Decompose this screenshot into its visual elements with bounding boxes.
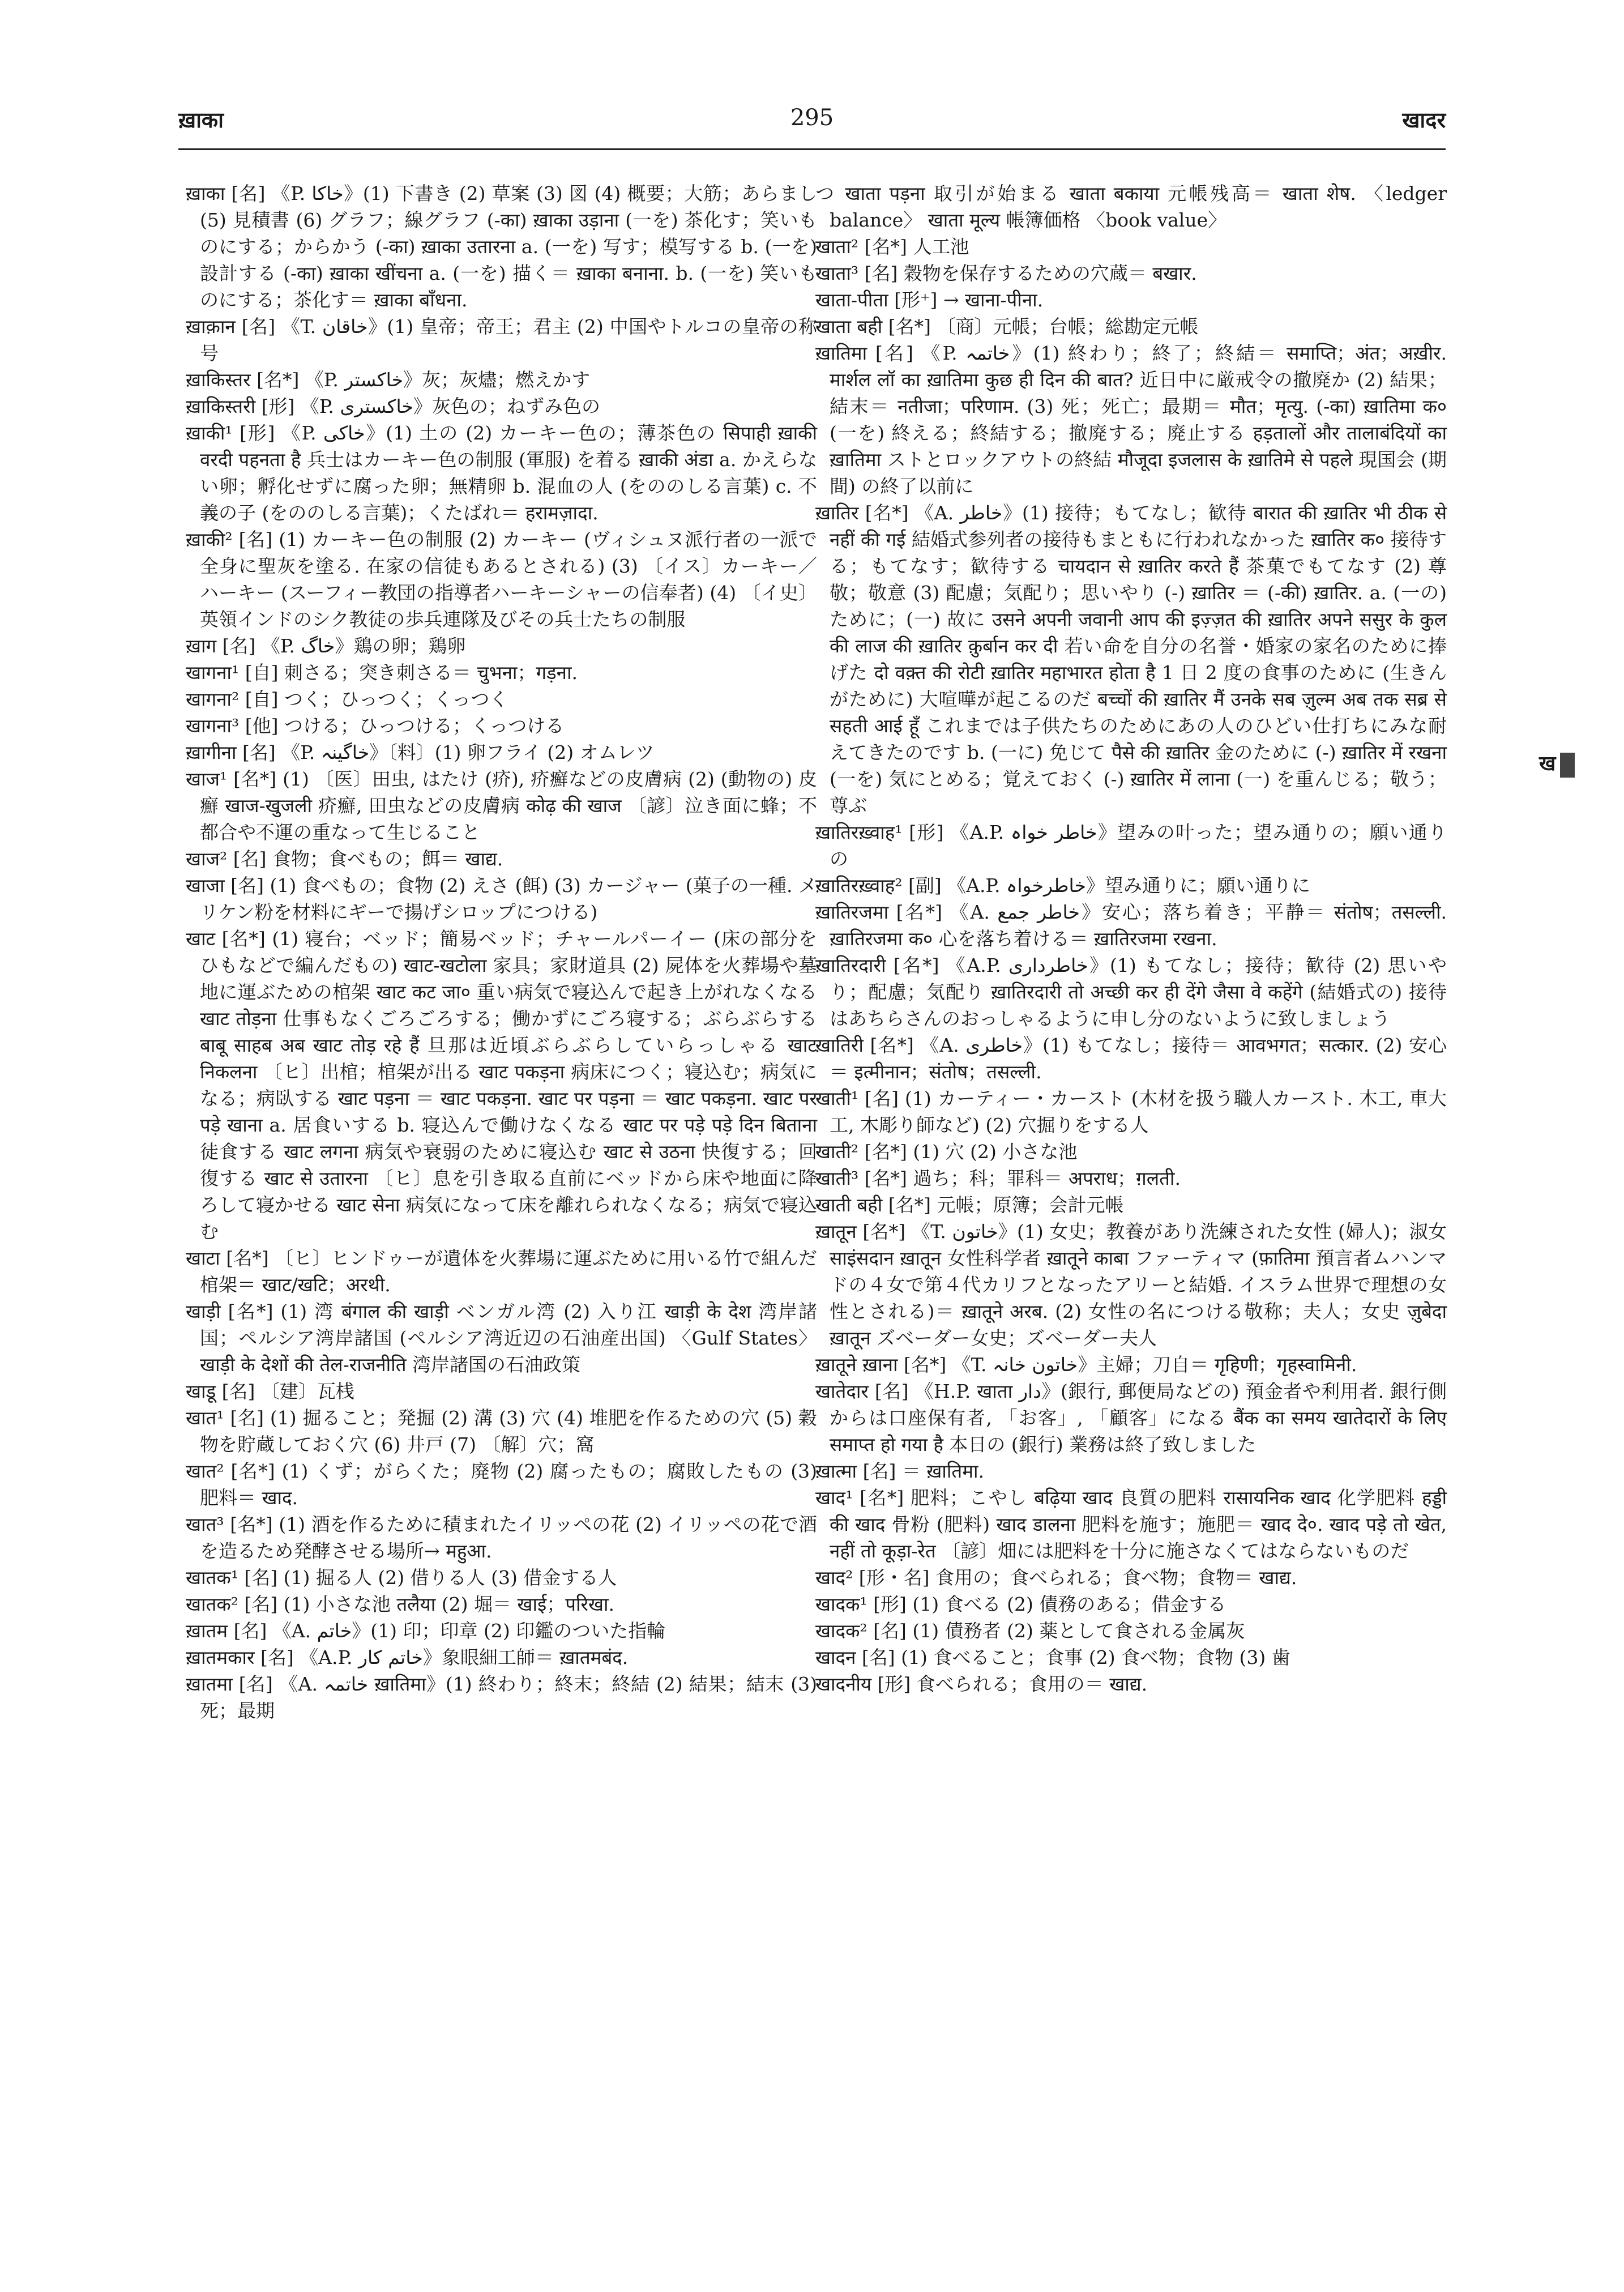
- dictionary-entry: खादन [名] (1) 食べること；食事 (2) 食べ物；食物 (3) 歯: [815, 1646, 1290, 1668]
- dictionary-entry: खाज² [名] 食物；食べもの；餌＝ खाद्य.: [186, 848, 503, 870]
- dictionary-entry: ख़ातिमा [名] 《P. خاتمہ》(1) 終わり；終了；終結＝ समाप्ति；अंत；अख़ीर. मार्शल लॉ का ख़ातिमा कुछ ही दिन की बात? 近日中に厳戒令の撤廃か (2) 結果；結末＝ नतीजा；परिणाम. (3) 死；死亡；最期＝ मौत；मृत्यु. (-का) ख़ातिमा क० (一を) 終える；終結する；撤廃する；廃止する हड़तालों और तालाबंदियों का ख़ातिमा ストとロックアウトの終結 मौजूदा इजलास के ख़ातिमे से पहले 現国会 (期間) の終了以前に: [815, 342, 1447, 497]
- dictionary-entry: खाता-पीता [形⁺] → खाना-पीना.: [815, 289, 1044, 311]
- dictionary-entry: ख़ाका [名] 《P. خاکا》(1) 下書き (2) 草案 (3) 図 (4) 概要；大筋；あらまし (5) 見積書 (6) グラフ；線グラフ (-का) ख़ाका उड़ाना (一を) 茶化す；笑いものにする；からかう (-का) ख़ाका उतारना a. (一を) 写す；模写する b. (一を) 設計する (-का) ख़ाका खींचना a. (一を) 描く＝ ख़ाका बनाना. b. (一を) 笑いものにする；茶化す＝ ख़ाका बाँधना.: [186, 182, 817, 311]
- dictionary-entry: खाती बही [名*] 元帳；原簿；会計元帳: [815, 1194, 1124, 1216]
- dictionary-entry: खाती¹ [名] (1) カーティー・カースト (木材を扱う職人カースト. 木工, 車大工, 木彫り師など) (2) 穴掘りをする人: [815, 1087, 1447, 1136]
- dictionary-entry: ख़ाकिस्तरी [形] 《P. خاکستری》灰色の；ねずみ色の: [186, 395, 600, 417]
- page-header: [178, 105, 1446, 139]
- dictionary-entry: खागना² [自] つく；ひっつく；くっつく: [186, 688, 508, 710]
- thumb-index-marker: [1560, 753, 1575, 778]
- dictionary-entry: खागना³ [他] つける；ひっつける；くっつける: [186, 715, 565, 737]
- dictionary-entry: ख़ाकी² [名] (1) カーキー色の制服 (2) カーキー (ヴィシュヌ派行者の一派で全身に聖灰を塗る. 在家の信徒もあるとされる) (3) 〔イス〕カーキー／ハーキー (スーフィー教団の指導者ハーキーシャーの信奉者) (4) 〔イ史〕英領インドのシク教徒の歩兵連隊及びその兵士たちの制服: [186, 528, 817, 630]
- header-rule: [178, 148, 1446, 150]
- dictionary-entry: खातक¹ [名] (1) 掘る人 (2) 借りる人 (3) 借金する人: [186, 1567, 617, 1589]
- dictionary-entry: ख़ातिरख़्वाह¹ [形] 《A.P. خاطر خواہ》望みの叶った；望み通りの；願い通りの: [815, 821, 1447, 870]
- dictionary-entry: ख़ाकी¹ [形] 《P. خاکی》(1) 土の (2) カーキー色の；薄茶色の सिपाही ख़ाकी वरदी पहनता है 兵士はカーキー色の制服 (軍服) を着る ख़ाकी अंडा a. かえらない卵；孵化せずに腐った卵；無精卵 b. 混血の人 (をののしる言葉) c. 不義の子 (をののしる言葉)；くたばれ＝ हरामज़ादा.: [186, 422, 818, 524]
- dictionary-entry: ख़ातिरजमा [名*] 《A. خاطر جمع》安心；落ち着き；平静＝ संतोष；तसल्ली. ख़ातिरजमा क० 心を落ち着ける＝ ख़ातिरजमा रखना.: [815, 901, 1447, 950]
- dictionary-entry: खाती³ [名*] 過ち；科；罪科＝ अपराध；ग़लती.: [815, 1167, 1181, 1189]
- dictionary-entry: खाता³ [名] 穀物を保存するための穴蔵＝ बखार.: [815, 262, 1197, 284]
- dictionary-entry: खात³ [名*] (1) 酒を作るために積まれたイリッペの花 (2) イリッペの花で酒を造るため発酵させる場所→ महुआ.: [186, 1513, 817, 1562]
- dictionary-entry: つ खाता पड़ना 取引が始まる खाता बकाया 元帳残高＝ खाता शेष. 〈ledger balance〉 खाता मूल्य 帳簿価格 〈book value〉: [815, 182, 1447, 231]
- dictionary-entry: ख़ातून [名*] 《T. خاتون》(1) 女史；教養があり洗練された女性 (婦人)；淑女 साइंसदान ख़ातून 女性科学者 ख़ातूने काबा ファーティマ (फ़ातिमा 預言者ムハンマドの４女で第４代カリフとなったアリーと結婚. イスラム世界で理想の女性とされる)＝ ख़ातूने अरब. (2) 女性の名につける敬称；夫人；女史 ज़ुबेदा ख़ातून ズベーダー女史；ズベーダー夫人: [815, 1220, 1447, 1349]
- dictionary-entry: ख़ातिरदारी [名*] 《A.P. خاطرداری》(1) もてなし；接待；歓待 (2) 思いやり；配慮；気配り ख़ातिरदारी तो अच्छी कर ही देंगे जैसा वे कहेंगे (結婚式の) 接待はあちらさんのおっしゃるように申し分のないように致しましょう: [815, 954, 1447, 1030]
- left-column: [186, 180, 817, 1724]
- dictionary-entry: ख़ात्मा [名] ＝ ख़ातिमा.: [815, 1460, 984, 1482]
- right-column: [815, 180, 1447, 1697]
- dictionary-entry: खागना¹ [自] 刺さる；突き刺さる＝ चुभना；गड़ना.: [186, 661, 578, 684]
- header-right-guide-word: खादर: [1402, 107, 1446, 133]
- dictionary-entry: ख़ातमकार [名] 《A.P. خاتم کار》象眼細工師＝ ख़ातमबंद.: [186, 1646, 629, 1668]
- dictionary-entry: ख़ातमा [名] 《A. خاتمہ ख़ातिमा》(1) 終わり；終末；終結 (2) 結果；結末 (3) 死；最期: [186, 1673, 817, 1722]
- dictionary-entry: ख़ातिरी [名*] 《A. خاطری》(1) もてなし；接待＝ आवभगत；सत्कार. (2) 安心＝ इत्मीनान；संतोष；तसल्ली.: [815, 1034, 1447, 1083]
- dictionary-entry: खातेदार [名] 《H.P. खाता دار》(銀行, 郵便局などの) 預金者や利用者. 銀行側からは口座保有者, 「お客」, 「顧客」になる बैंक का समय खातेदारों के लिए समाप्त हो गया है 本日の (銀行) 業務は終了致しました: [815, 1380, 1447, 1456]
- dictionary-entry: खाडू [名] 〔建〕瓦桟: [186, 1380, 354, 1402]
- dictionary-entry: खाद² [形・名] 食用の；食べられる；食べ物；食物＝ खाद्य.: [815, 1567, 1297, 1589]
- dictionary-entry: ख़ाग [名] 《P. خاگ》鶏の卵；鶏卵: [186, 635, 466, 657]
- dictionary-entry: खात² [名*] (1) くず；がらくた；廃物 (2) 腐ったもの；腐敗したもの (3) 肥料＝ खाद.: [186, 1460, 817, 1509]
- dictionary-entry: खातक² [名] (1) 小さな池 तलैया (2) 堀＝ खाई；परिखा.: [186, 1593, 615, 1615]
- dictionary-entry: खाती² [名*] (1) 穴 (2) 小さな池: [815, 1141, 1078, 1163]
- thumb-index-letter: ख: [1539, 752, 1556, 775]
- header-left-guide-word: ख़ाका: [178, 107, 224, 133]
- dictionary-entry: ख़ाक़ान [名] 《T. خاقان》(1) 皇帝；帝王；君主 (2) 中国やトルコの皇帝の称号: [186, 315, 817, 364]
- dictionary-entry: खाद¹ [名*] 肥料；こやし बढ़िया खाद 良質の肥料 रासायनिक खाद 化学肥料 हड्डी की खाद 骨粉 (肥料) खाद डालना 肥料を施す；施肥＝ खाद दे०. खाद पड़े तो खेत, नहीं तो कूड़ा-रेत 〔諺〕畑には肥料を十分に施さなくてはならないものだ: [815, 1487, 1447, 1562]
- thumb-index-tab: [1539, 749, 1575, 778]
- page-number: 295: [790, 105, 834, 131]
- dictionary-entry: खादक² [名] (1) 債務者 (2) 薬として食される金属灰: [815, 1620, 1245, 1642]
- dictionary-entry: खाजा [名] (1) 食べもの；食物 (2) えさ (餌) (3) カージャー (菓子の一種. メリケン粉を材料にギーで揚げシロップにつける): [186, 874, 817, 923]
- dictionary-entry: ख़ातिर [名*] 《A. خاطر》(1) 接待；もてなし；歓待 बारात की ख़ातिर भी ठीक से नहीं की गई 結婚式参列者の接待もまともに行われなかった ख़ातिर क० 接待する；もてなす；歓待する चायदान से ख़ातिर करते हैं 茶菓でもてなす (2) 尊敬；敬意 (3) 配慮；気配り；思いやり (-) ख़ातिर ＝ (-की) ख़ातिर. a. (一の) ために；(一) 故に उसने अपनी जवानी आप की इज़्ज़त की ख़ातिर अपने ससुर के कुल की लाज की ख़ातिर क़ुर्बान कर दी 若い命を自分の名誉・婚家の家名のために捧げた दो वक़्त की रोटी ख़ातिर महाभारत होता है 1 日 2 度の食事のために (生きんがために) 大喧嘩が起こるのだ बच्चों की ख़ातिर मैं उनके सब ज़ुल्म अब तक सब्र से सहती आई हूँ これまでは子供たちのためにあの人のひどい仕打ちにみな耐えてきたのです b. (一に) 免じて पैसे की ख़ातिर 金のために (-) ख़ातिर में रखना (一を) 気にとめる；覚えておく (-) ख़ातिर में लाना (一) を重んじる；敬う；尊ぶ: [815, 502, 1447, 817]
- dictionary-entry: ख़ातूने ख़ाना [名*] 《T. خاتون خانہ》主婦；刀自＝ गृहिणी；गृहस्वामिनी.: [815, 1354, 1357, 1376]
- dictionary-entry: खाट [名*] (1) 寝台；ベッド；簡易ベッド；チャールパーイー (床の部分をひもなどで編んだもの) खाट-खटोला 家具；家財道具 (2) 屍体を火葬場や墓地に運ぶための棺架 खाट कट जा० 重い病気で寝込んで起き上がれなくなる खाट तोड़ना 仕事もなくごろごろする；働かずにごろ寝する；ぶらぶらする बाबू साहब अब खाट तोड़ रहे हैं 旦那は近頃ぶらぶらしていらっしゃる खाट निकलना 〔ヒ〕出棺；棺架が出る खाट पकड़ना 病床につく；寝込む；病気になる；病臥する खाट पड़ना ＝ खाट पकड़ना. खाट पर पड़ना ＝ खाट पकड़ना. खाट पर पड़े खाना a. 居食いする b. 寝込んで働けなくなる खाट पर पड़े पड़े दिन बिताना 徒食する खाट लगना 病気や衰弱のために寝込む खाट से उठना 快復する；回復する खाट से उतारना 〔ヒ〕息を引き取る直前にベッドから床や地面に降ろして寝かせる खाट सेना 病気になって床を離れられなくなる；病気で寝込む: [186, 928, 817, 1243]
- dictionary-entry: खात¹ [名] (1) 掘ること；発掘 (2) 溝 (3) 穴 (4) 堆肥を作るための穴 (5) 穀物を貯蔵しておく穴 (6) 井戸 (7) 〔解〕穴；窩: [186, 1407, 817, 1456]
- dictionary-entry: ख़ाकिस्तर [名*] 《P. خاکستر》灰；灰燼；燃えかす: [186, 369, 591, 391]
- dictionary-entry: ख़ागीना [名] 《P. خاگینہ》〔料〕(1) 卵フライ (2) オムレツ: [186, 741, 655, 763]
- dictionary-entry: खाता² [名*] 人工池: [815, 236, 969, 258]
- dictionary-entry: खाड़ी [名*] (1) 湾 बंगाल की खाड़ी ベンガル湾 (2) 入り江 खाड़ी के देश 湾岸諸国；ペルシア湾岸諸国 (ペルシア湾近辺の石油産出国) 〈Gulf States〉 खाड़ी के देशों की तेल-राजनीति 湾岸諸国の石油政策: [186, 1300, 817, 1376]
- dictionary-entry: खाज¹ [名*] (1) 〔医〕田虫, はたけ (疥), 疥癬などの皮膚病 (2) (動物の) 皮癬 खाज-खुजली 疥癬, 田虫などの皮膚病 कोढ़ की खाज 〔諺〕泣き面に蜂；不都合や不運の重なって生じること: [186, 768, 817, 843]
- dictionary-entry: खाता बही [名*] 〔商〕元帳；台帳；総勘定元帳: [815, 315, 1199, 338]
- dictionary-entry: खादनीय [形] 食べられる；食用の＝ खाद्य.: [815, 1673, 1148, 1695]
- dictionary-entry: खाटा [名*] 〔ヒ〕ヒンドゥーが遺体を火葬場に運ぶために用いる竹で組んだ棺架＝ खाट/खटि；अरथी.: [186, 1247, 817, 1296]
- dictionary-entry: खादक¹ [形] (1) 食べる (2) 債務のある；借金する: [815, 1593, 1226, 1615]
- dictionary-entry: ख़ातिरख़्वाह² [副] 《A.P. خاطرخواہ》望み通りに；願い通りに: [815, 874, 1310, 897]
- dictionary-entry: ख़ातम [名] 《A. خاتم》(1) 印；印章 (2) 印鑑のついた指輪: [186, 1620, 666, 1642]
